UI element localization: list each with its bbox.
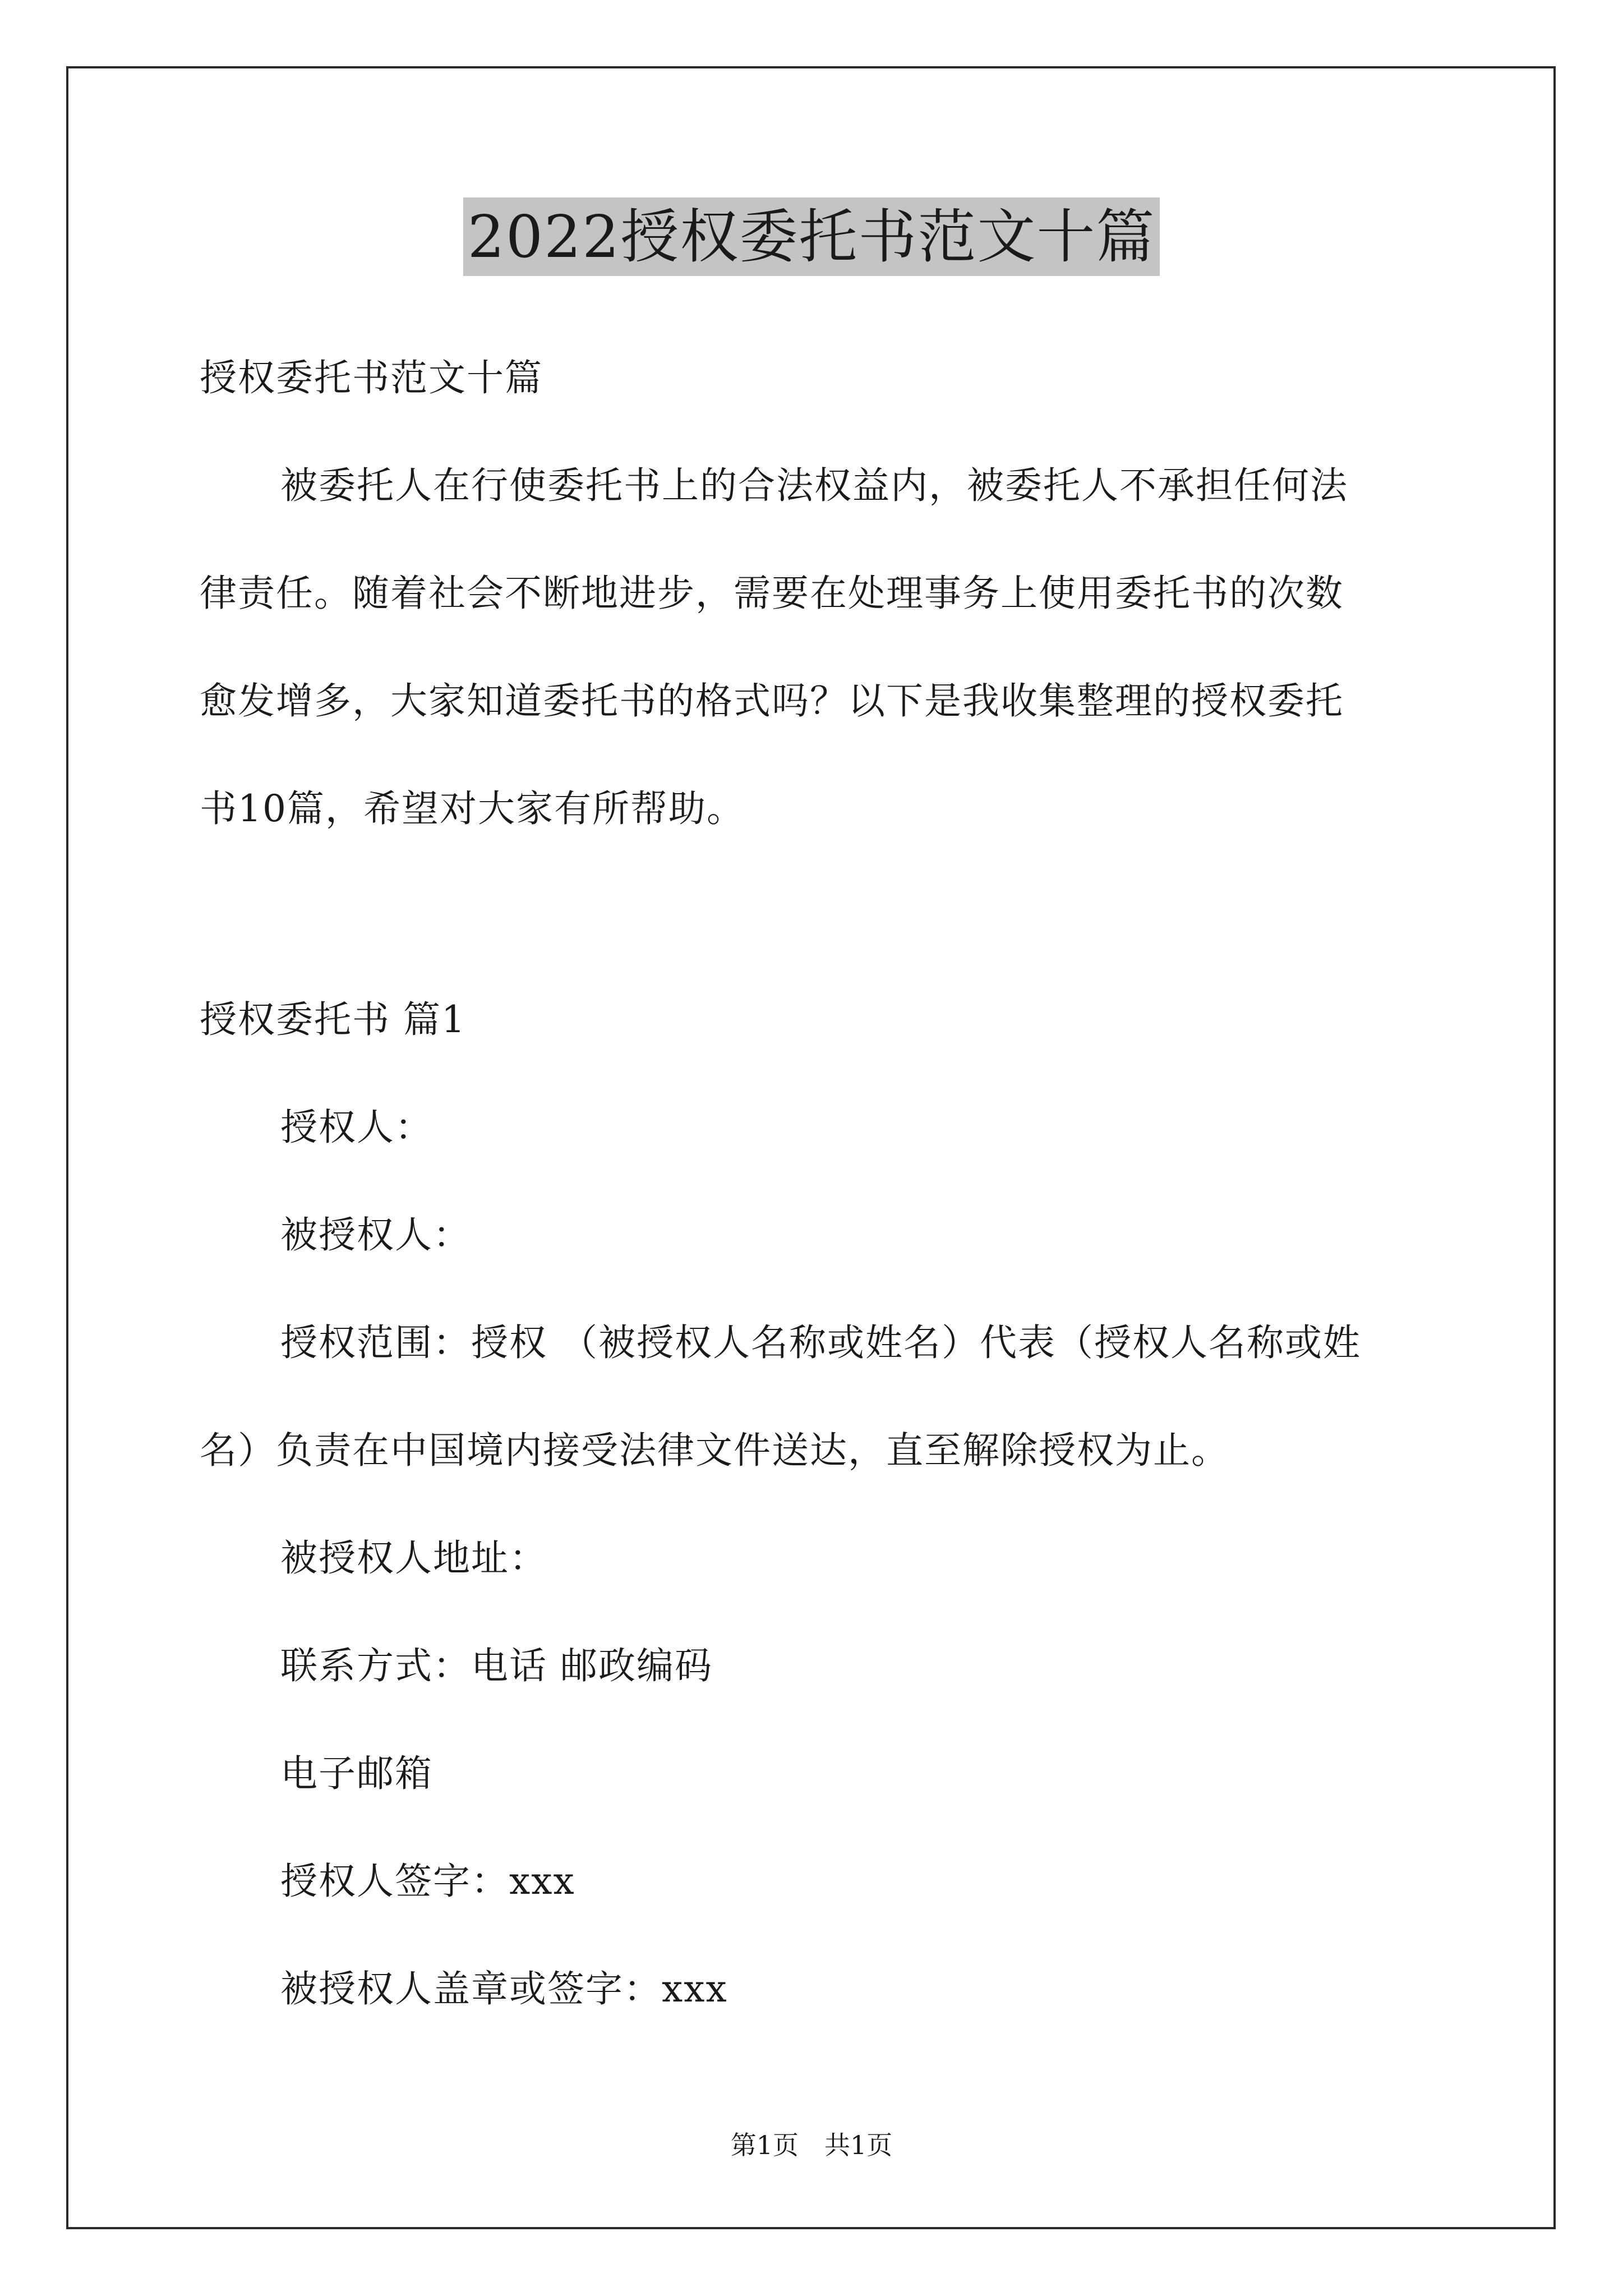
document-title: 2022授权委托书范文十篇	[463, 197, 1160, 276]
contact-field: 联系方式：电话 邮政编码	[280, 1644, 713, 1687]
section-heading: 授权委托书 篇1	[200, 998, 466, 1041]
intro-line-4: 书10篇，希望对大家有所帮助。	[200, 787, 745, 830]
grantee-address-field: 被授权人地址：	[280, 1536, 547, 1580]
email-field: 电子邮箱	[280, 1752, 433, 1795]
grantor-signature-field: 授权人签字：xxx	[280, 1860, 575, 1903]
grantee-seal-field: 被授权人盖章或签字：xxx	[280, 1967, 728, 2010]
intro-line-3: 愈发增多，大家知道委托书的格式吗？以下是我收集整理的授权委托	[200, 679, 1344, 723]
title-container	[0, 197, 1623, 276]
scope-line-1: 授权范围：授权 （被授权人名称或姓名）代表（授权人名称或姓	[280, 1321, 1361, 1364]
grantor-field: 授权人：	[280, 1106, 433, 1149]
document-subtitle: 授权委托书范文十篇	[200, 356, 543, 399]
scope-line-2: 名）负责在中国境内接受法律文件送达，直至解除授权为止。	[200, 1429, 1229, 1472]
intro-line-1: 被委托人在行使委托书上的合法权益内，被委托人不承担任何法	[280, 464, 1348, 507]
intro-line-2: 律责任。随着社会不断地进步，需要在处理事务上使用委托书的次数	[200, 572, 1344, 615]
page-number: 第1页 共1页	[730, 2130, 893, 2160]
grantee-field: 被授权人：	[280, 1213, 471, 1257]
